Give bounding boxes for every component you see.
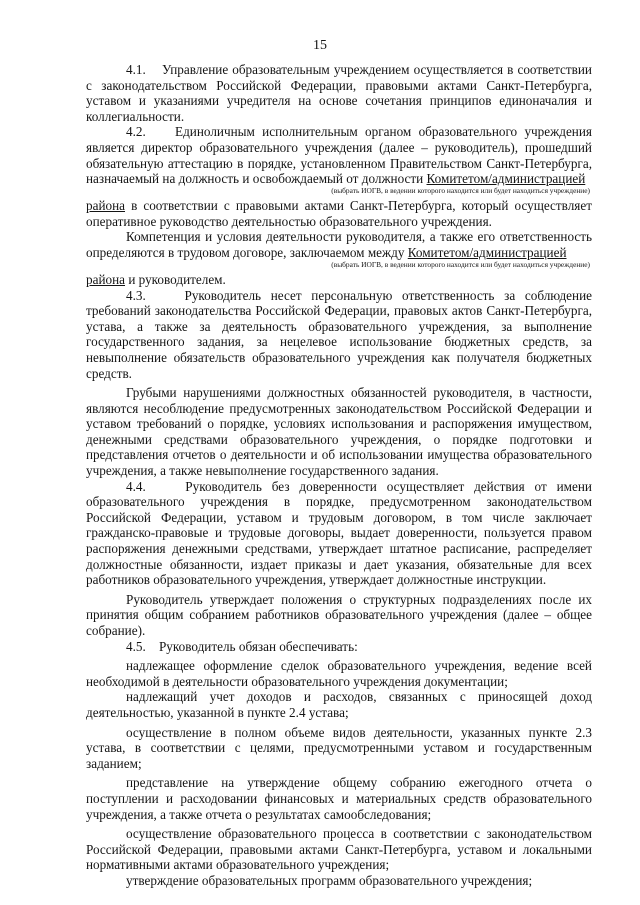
competence-tail: и руководителем. [125,271,226,287]
paragraph-4-5: 4.5. Руководитель обязан обеспечивать: [126,638,358,654]
district-placeholder: района [86,198,126,214]
committee-footnote: (выбрать ИОГВ, в ведении которого находится или будет находиться учреждение) [331,185,590,195]
competence-footnote: (выбрать ИОГВ, в ведении которого находится или будет находиться учреждение) [331,259,590,269]
duty-item: надлежащий учет доходов и расходов, связанных с приносящей доход деятельностью, указанной в пункте 2.4 устава; [86,689,592,720]
page-number: 15 [313,38,327,53]
competence-committee-placeholder: Комитетом/администрацией [407,244,567,260]
paragraph-4-2-text: 4.2. Единоличным исполнительным органом образовательного учреждения является директор образовательного учреждения (далее – руководитель), прошедший обязательную аттестацию в порядке, установленном Правительством Санкт-Петербурга, назначаемый на должность и освобождаемый от должности [86,124,592,187]
paragraph-4-1: 4.1. Управление образовательным учреждением осуществляется в соответствии с законодательством Российской Федерации, правовыми актами Санкт-Петербурга, уставом и указаниями учредителя на основе сочетания принципов единоначалия и коллегиальности. [86,62,592,124]
paragraph-4-2-continued [86,198,592,229]
paragraph-4-4: 4.4. Руководитель без доверенности осуществляет действия от имени образовательного учреждения в порядке, предусмотренном законодательством Российской Федерации, уставом и трудовым договором, в том числе заключает гражданско-правовые и трудовые договоры, выдает доверенности, пользуется правом распоряжения денежными средствами, утверждает штатное расписание, распределяет должностные обязанности, издает приказы и дает указания, обязательные для всех работников образовательного учреждения, утверждает должностные инструкции. [86,478,592,588]
duty-item: представление на утверждение общему собранию ежегодного отчета о поступлении и расходовании финансовых и материальных средств образовательного учреждения, а также отчета о результатах самообследования; [86,775,592,822]
duty-item: надлежащее оформление сделок образовательного учреждения, ведение всей необходимой в деятельности образовательного учреждения документации; [86,658,592,689]
paragraph-4-2 [86,124,592,186]
competence-text: Компетенция и условия деятельности руководителя, а также его ответственность определяются в трудовом договоре, заключаемом между [86,229,592,260]
document-body [86,62,592,889]
committee-placeholder: Комитетом/администрацией [426,171,586,187]
paragraph-violations: Грубыми нарушениями должностных обязанностей руководителя, в частности, являются несоблюдение предусмотренных законодательством Российской Федерации и уставом требований о порядке, условиях использования и распоряжения имуществом, денежными средствами образовательного учреждения, о порядке подготовки и представления отчетов о деятельности и об использовании имущества образовательного учреждения, а также невыполнение государственного задания. [86,385,592,479]
paragraph-4-2-tail: в соответствии с правовыми актами Санкт-Петербурга, который осуществляет оперативное руководство деятельностью образовательного учреждения. [86,198,592,229]
paragraph-structural-units: Руководитель утверждает положения о структурных подразделениях после их принятия общим собранием работников образовательного учреждения (далее – общее собрание). [86,591,592,638]
paragraph-4-3: 4.3. Руководитель несет персональную ответственность за соблюдение требований законодательства Российской Федерации, правовых актов Санкт-Петербурга, устава, а также за деятельность образовательного учреждения, за выполнение государственного задания, за нецелевое использование бюджетных средств, за невыполнение обязательств образовательного учреждения как получателя бюджетных средств. [86,287,592,381]
paragraph-competence-continued [86,272,592,288]
competence-district-placeholder: района [86,271,126,287]
duty-item: утверждение образовательных программ образовательного учреждения; [126,872,533,888]
paragraph-competence [86,229,592,260]
duty-item: осуществление образовательного процесса в соответствии с законодательством Российской Федерации, правовыми актами Санкт-Петербурга, уставом и локальными нормативными актами образовательного учреждения; [86,826,592,873]
duty-item: осуществление в полном объеме видов деятельности, указанных пункте 2.3 устава, в соответствии с целями, предусмотренными уставом и государственным заданием; [86,724,592,771]
